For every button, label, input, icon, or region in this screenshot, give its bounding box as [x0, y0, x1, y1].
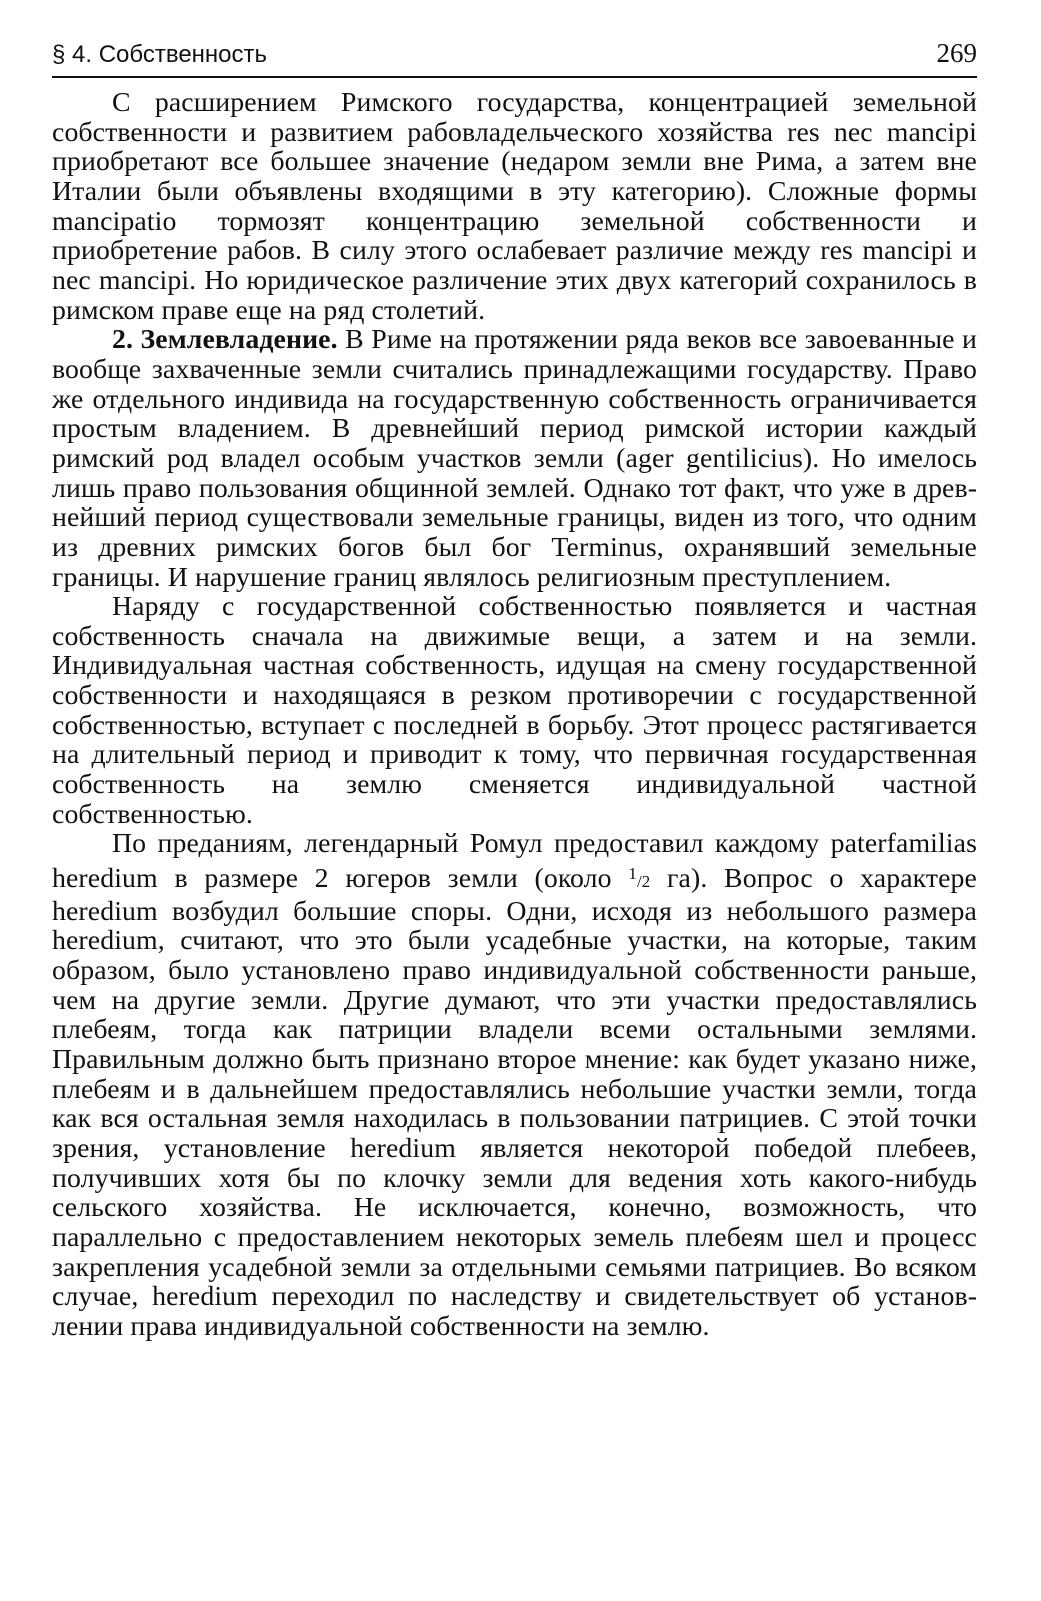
section-title: § 4. Собственность [52, 41, 268, 68]
section-heading-landholding: 2. Землевладение. [112, 324, 338, 356]
paragraph-4-text-start: По преданиям, легендарный Ромул предоставил каждому paterfamilias heredium в размере 2 югеров земли (около [52, 828, 977, 895]
running-head [52, 38, 977, 78]
book-page [52, 38, 977, 1342]
paragraph-4-text-end: га). Вопрос о характере heredium возбудил большие споры. Одни, исходя из небольшого размера heredium, считают, что это были усадебные участки, на которые, таким образом, было установлено право индивидуальной собственности раньше, чем на другие земли. Другие думают, что эти участки предоставлялись плебеям, тогда как патриции владели всеми остальными землями. Правильным должно быть признано второе мнение: как будет указано ниже, плебеям и в дальнейшем предоставлялись небольшие участки земли, тогда как вся остальная земля находилась в пользовании патрициев. С этой точки зрения, установление heredium является некоторой победой плебеев, получивших хотя бы по клочку земли для ведения хоть какого-нибудь сельского хозяйства. Не исключается, конечно, возможность, что параллельно с предоставлением некоторых земель плебеям шел и процесс закрепления усадебной земли за отдельными семьями патрициев. Во всяком случае, heredium переходил по наследству и свидетельствует об установлении права индивидуальной собственности на землю. [52, 863, 977, 1342]
paragraph-1 [52, 88, 977, 325]
text-body [52, 88, 977, 1342]
paragraph-1-text: С расширением Римского государства, концентрацией земельной собственности и развитием рабовладельческого хозяйства res nec mancipi приобретают все большее значение (недаром земли вне Рима, а затем вне Италии были объявлены входящими в эту категорию). Сложные формы mancipatio тормозят концентрацию земельной собственности и приобретение рабов. В силу этого ослабевает различие между res mancipi и nec mancipi. Но юридическое различение этих двух категорий сохранилось в римском праве еще на ряд столетий. [52, 87, 977, 326]
fraction-denominator: /2 [636, 872, 651, 892]
paragraph-2 [52, 325, 977, 592]
paragraph-2-text: В Риме на протяжении ряда веков все завоеванные и вообще захваченные земли считались принадлежащими государству. Право же отдельного индивида на государственную собственность ограничивается простым владением. В древнейший период римской истории каждый римский род владел особым участков земли (ager gentilicius). Но имелось лишь право пользования общинной землей. Однако тот факт, что уже в древнейший период существовали земельные границы, виден из того, что одним из древних римских богов был бог Terminus, охранявший земельные границы. И нарушение границ являлось религиозным преступлением. [52, 324, 977, 593]
page-number: 269 [936, 38, 977, 68]
paragraph-4 [52, 829, 977, 1341]
paragraph-3 [52, 592, 977, 829]
fraction-numerator: 1 [628, 864, 637, 884]
paragraph-3-text: Наряду с государственной собственностью появляется и частная собственность сначала на движимые вещи, а затем и на земли. Индивидуальная частная собственность, идущая на смену государственной собственности и находящаяся в резком противоречии с государственной собственностью, вступает с последней в борьбу. Этот процесс растягивается на длительный период и приводит к тому, что первичная государственная собственность на землю сменяется индивидуальной частной собственностью. [52, 591, 977, 830]
